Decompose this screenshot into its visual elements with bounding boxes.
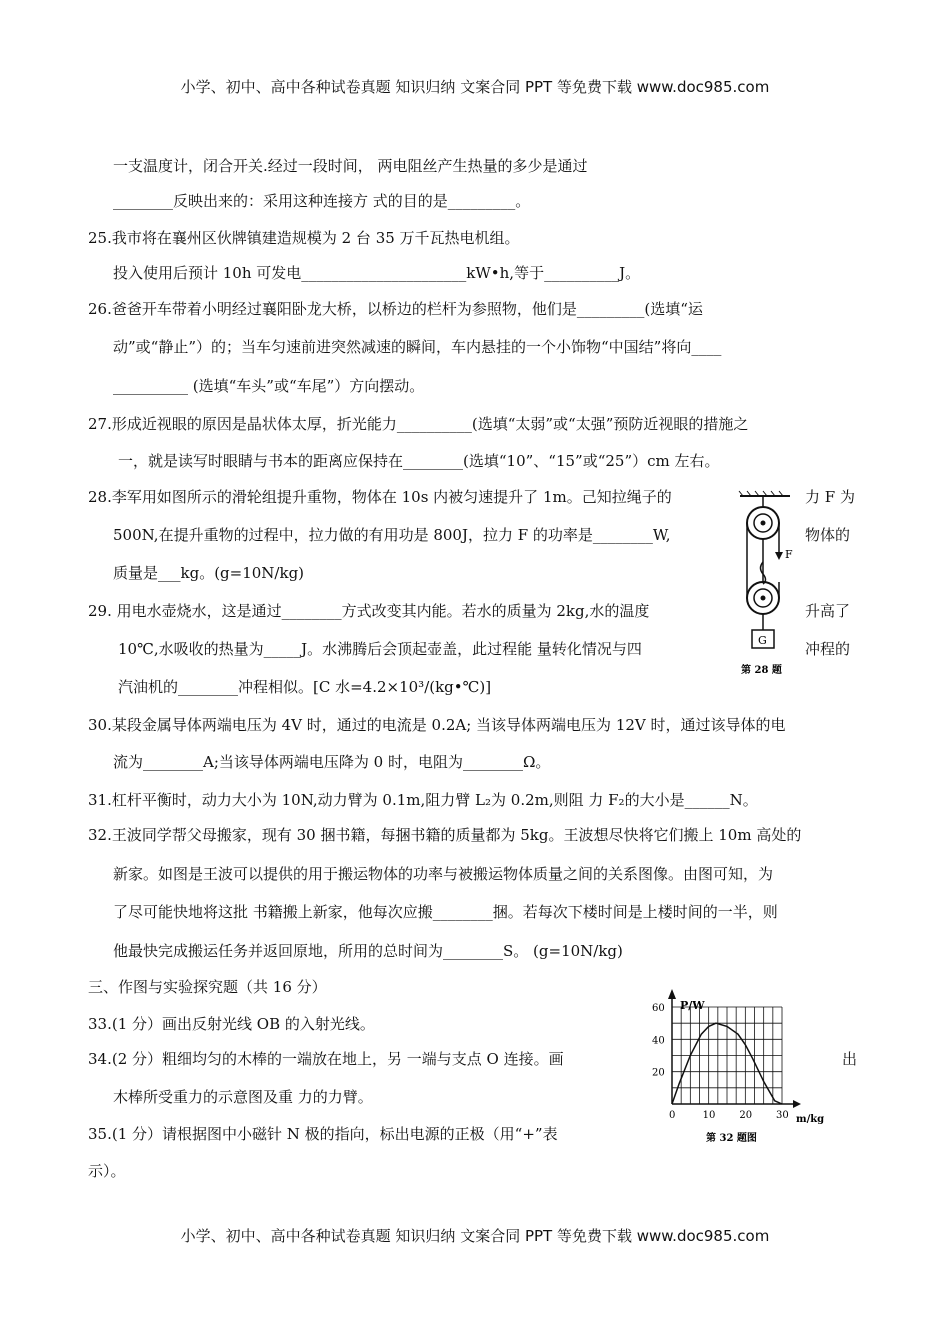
question-29: 29. 用电水壶烧水，这是通过________方式改变其内能。若水的质量为 2kg,水的温度 xyxy=(88,602,650,620)
y-tick-label: 20 xyxy=(652,1067,665,1079)
text-line: ________反映出来的：采用这种连接方 式的目的是_________。 xyxy=(113,192,531,210)
section-heading: 三、作图与实验探究题（共 16 分） xyxy=(88,978,327,996)
question-32: 32.王波同学帮父母搬家，现有 30 捆书籍，每捆书籍的质量都为 5kg。王波想尽快将它们搬上 10m 高处的 xyxy=(88,826,802,844)
question-26: 26.爸爸开车带着小明经过襄阳卧龙大桥，以桥边的栏杆为参照物，他们是_________(选填“运 xyxy=(88,300,703,318)
text-line: __________ (选填“车头”或“车尾”）方向摆动。 xyxy=(113,377,425,395)
question-31: 31.杠杆平衡时，动力大小为 10N,动力臂为 0.1m,阻力臂 L₂为 0.2m,则阻 力 F₂的大小是______N。 xyxy=(88,791,758,809)
y-tick-label: 60 xyxy=(652,1003,665,1014)
text-line: 投入使用后预计 10h 可发电______________________kW•h,等于__________J。 xyxy=(113,264,641,282)
y-axis-arrow xyxy=(668,989,676,999)
text-line: 流为________A;当该导体两端电压降为 0 时，电阻为________Ω。 xyxy=(113,753,551,771)
chart-grid xyxy=(672,1007,782,1104)
x-tick-label: 20 xyxy=(739,1110,753,1121)
text-line: 力 F 为 xyxy=(805,488,855,506)
force-label: F xyxy=(785,548,793,561)
text-line: 物体的 xyxy=(805,526,851,544)
x-axis-label: m/kg xyxy=(796,1114,825,1125)
question-25: 25.我市将在襄州区伙牌镇建造规模为 2 台 35 万千瓦热电机组。 xyxy=(88,229,520,247)
x-tick-label: 30 xyxy=(776,1110,789,1121)
text-line: 示）。 xyxy=(88,1162,126,1180)
question-30: 30.某段金属导体两端电压为 4V 时，通过的电流是 0.2A; 当该导体两端电压为 12V 时，通过该导体的电 xyxy=(88,716,786,734)
weight-label: G xyxy=(758,634,767,647)
text-line: 质量是___kg。(g=10N/kg) xyxy=(113,564,305,582)
text-line: 冲程的 xyxy=(805,640,851,658)
text-line: 一，就是读写时眼睛与书本的距离应保持在________(选填“10”、“15”或“25”）cm 左右。 xyxy=(118,452,720,470)
pulley-figure xyxy=(735,490,815,685)
chart-caption: 第 32 题图 xyxy=(706,1133,757,1144)
text-line: 新家。如图是王波可以提供的用于搬运物体的功率与被搬运物体质量之间的关系图像。由图可知，为 xyxy=(113,865,774,883)
power-mass-chart xyxy=(630,985,830,1145)
text-line: 升高了 xyxy=(805,602,851,620)
figure-caption: 第 28 题 xyxy=(741,665,782,676)
text-line: 一支温度计，闭合开关.经过一段时间， 两电阻丝产生热量的多少是通过 xyxy=(113,157,588,175)
text-line: 10℃,水吸收的热量为_____J。水沸腾后会顶起壶盖，此过程能 量转化情况与四 xyxy=(118,640,642,658)
header-banner: 小学、初中、高中各种试卷真题 知识归纳 文案合同 PPT 等免费下载 www.doc985.com xyxy=(180,78,770,96)
x-axis-arrow xyxy=(793,1100,801,1108)
text-line: 他最快完成搬运任务并返回原地，所用的总时间为________S。 (g=10N/kg) xyxy=(113,942,623,960)
text-line: 了尽可能快地将这批 书籍搬上新家，他每次应搬________捆。若每次下楼时间是上楼时间的一半，则 xyxy=(113,903,778,921)
question-33: 33.(1 分）画出反射光线 OB 的入射光线。 xyxy=(88,1015,375,1033)
y-tick-label: 40 xyxy=(652,1035,665,1047)
footer-banner: 小学、初中、高中各种试卷真题 知识归纳 文案合同 PPT 等免费下载 www.doc985.com xyxy=(180,1227,770,1245)
x-tick-label: 0 xyxy=(669,1110,676,1121)
text-line: 动”或“静止”）的；当车匀速前进突然减速的瞬间，车内悬挂的一个小饰物“中国结”将向____ xyxy=(113,338,722,356)
question-34: 34.(2 分）粗细均匀的木棒的一端放在地上，另 一端与支点 O 连接。画 xyxy=(88,1050,564,1068)
question-35: 35.(1 分）请根据图中小磁针 N 极的指向，标出电源的正极（用“+”表 xyxy=(88,1125,558,1143)
text-line: 汽油机的________冲程相似。[C 水=4.2×10³/(kg•℃)] xyxy=(118,678,492,696)
y-axis-label: P/W xyxy=(680,999,705,1012)
text-line: 500N,在提升重物的过程中，拉力做的有用功是 800J，拉力 F 的功率是________W, xyxy=(113,526,671,544)
x-tick-label: 10 xyxy=(702,1110,716,1121)
text-line: 出 xyxy=(842,1050,858,1068)
text-line: 木棒所受重力的示意图及重 力的力臂。 xyxy=(113,1088,373,1106)
question-27: 27.形成近视眼的原因是晶状体太厚，折光能力__________(选填“太弱”或“太强”预防近视眼的措施之 xyxy=(88,415,749,433)
question-28: 28.李军用如图所示的滑轮组提升重物，物体在 10s 内被匀速提升了 1m。己知拉绳子的 xyxy=(88,488,672,506)
